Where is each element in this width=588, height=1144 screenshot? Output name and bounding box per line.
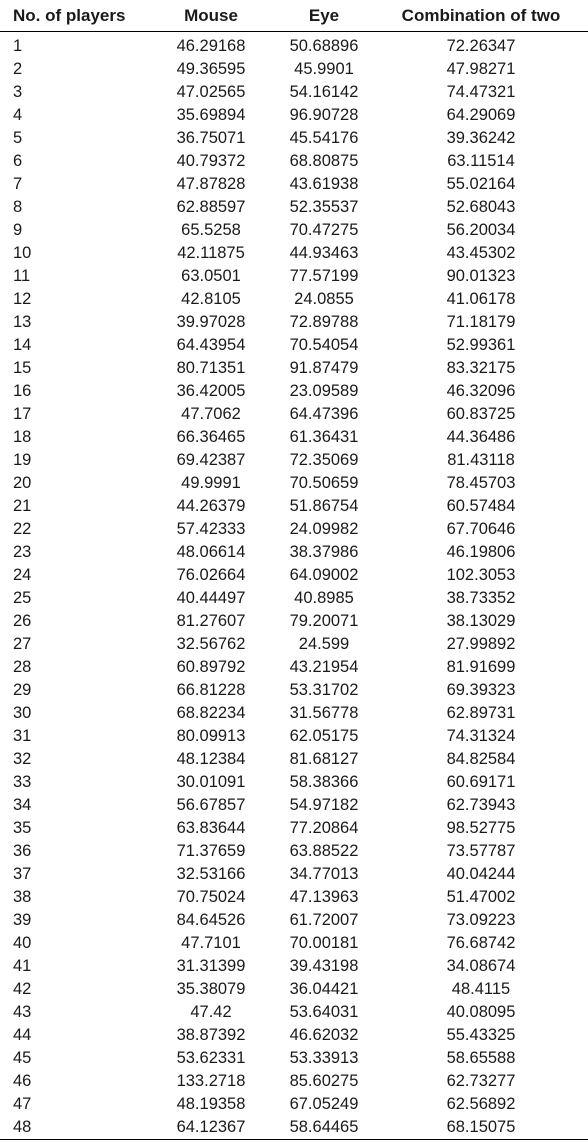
cell-combination: 63.11514 <box>447 152 515 170</box>
table-row <box>0 1093 588 1116</box>
table-row <box>0 196 588 219</box>
cell-combination: 47.98271 <box>446 60 516 78</box>
cell-eye: 96.90728 <box>289 106 359 124</box>
cell-player-no: 37 <box>13 865 32 883</box>
cell-player-no: 48 <box>0 1116 148 1140</box>
cell-mouse: 39.97028 <box>176 313 246 331</box>
cell-eye: 52.35537 <box>289 198 359 216</box>
cell-combination: 39.36242 <box>446 129 516 147</box>
cell-combination: 98.52775 <box>446 819 516 837</box>
cell-combination: 52.68043 <box>446 198 516 216</box>
cell-mouse: 64.12367 <box>148 1116 274 1140</box>
table-row <box>0 265 588 288</box>
cell-eye: 68.80875 <box>289 152 359 170</box>
table-row <box>0 955 588 978</box>
cell-mouse: 38.87392 <box>176 1026 246 1044</box>
cell-combination: 48.4115 <box>451 980 511 998</box>
cell-player-no: 27 <box>13 635 32 653</box>
cell-player-no: 19 <box>13 451 32 469</box>
table-row <box>0 380 588 403</box>
cell-player-no: 30 <box>13 704 32 722</box>
cell-mouse: 32.56762 <box>176 635 246 653</box>
cell-player-no: 45 <box>13 1049 32 1067</box>
cell-eye: 46.62032 <box>289 1026 359 1044</box>
cell-mouse: 46.29168 <box>176 37 246 55</box>
cell-eye: 44.93463 <box>289 244 359 262</box>
table-row <box>0 886 588 909</box>
cell-player-no: 16 <box>13 382 32 400</box>
cell-eye: 61.72007 <box>289 911 359 929</box>
cell-combination: 76.68742 <box>446 934 516 952</box>
cell-player-no: 38 <box>13 888 32 906</box>
cell-mouse: 42.11875 <box>177 244 245 262</box>
cell-combination: 27.99892 <box>446 635 516 653</box>
cell-mouse: 56.67857 <box>176 796 246 814</box>
cell-mouse: 49.36595 <box>176 60 246 78</box>
cell-player-no: 4 <box>13 106 23 124</box>
cell-eye: 77.20864 <box>289 819 359 837</box>
cell-combination: 74.31324 <box>446 727 516 745</box>
table-row <box>0 32 588 59</box>
cell-player-no: 29 <box>13 681 32 699</box>
cell-eye: 58.64465 <box>274 1116 374 1140</box>
table-row <box>0 150 588 173</box>
cell-player-no: 3 <box>13 83 23 101</box>
table-row <box>0 863 588 886</box>
cell-eye: 72.35069 <box>289 451 359 469</box>
table-row <box>0 1047 588 1070</box>
cell-player-no: 10 <box>13 244 32 262</box>
cell-player-no: 17 <box>13 405 32 423</box>
cell-player-no: 5 <box>13 129 23 147</box>
table-row <box>0 932 588 955</box>
cell-combination: 102.3053 <box>446 566 516 584</box>
cell-combination: 62.73943 <box>446 796 516 814</box>
cell-player-no: 22 <box>13 520 32 538</box>
cell-player-no: 44 <box>13 1026 32 1044</box>
cell-eye: 47.13963 <box>289 888 359 906</box>
cell-player-no: 36 <box>13 842 32 860</box>
header-row <box>0 0 588 32</box>
table-row <box>0 334 588 357</box>
cell-combination: 68.15075 <box>374 1116 588 1140</box>
cell-combination: 62.56892 <box>446 1095 516 1113</box>
cell-eye: 58.38366 <box>289 773 359 791</box>
cell-eye: 38.37986 <box>289 543 359 561</box>
cell-mouse: 71.37659 <box>176 842 246 860</box>
cell-combination: 62.89731 <box>446 704 516 722</box>
cell-mouse: 47.7101 <box>181 934 241 952</box>
cell-combination: 72.26347 <box>446 37 516 55</box>
cell-combination: 52.99361 <box>446 336 516 354</box>
table-body <box>0 32 588 1140</box>
table-row <box>0 357 588 380</box>
cell-combination: 34.08674 <box>446 957 516 975</box>
cell-player-no: 39 <box>13 911 32 929</box>
cell-eye: 61.36431 <box>289 428 359 446</box>
cell-eye: 23.09589 <box>289 382 359 400</box>
cell-combination: 60.57484 <box>446 497 516 515</box>
table-row <box>0 449 588 472</box>
cell-player-no: 26 <box>13 612 32 630</box>
cell-eye: 45.9901 <box>294 60 354 78</box>
cell-combination: 58.65588 <box>446 1049 516 1067</box>
cell-player-no: 40 <box>13 934 32 952</box>
cell-player-no: 46 <box>13 1072 32 1090</box>
cell-eye: 24.599 <box>298 635 350 653</box>
cell-eye: 34.77013 <box>289 865 359 883</box>
cell-eye: 64.09002 <box>289 566 359 584</box>
cell-eye: 54.97182 <box>289 796 359 814</box>
table-row <box>0 311 588 334</box>
cell-combination: 38.73352 <box>446 589 516 607</box>
table-row <box>0 587 588 610</box>
cell-eye: 24.0855 <box>294 290 354 308</box>
cell-eye: 91.87479 <box>289 359 359 377</box>
cell-player-no: 11 <box>13 267 31 285</box>
cell-combination: 81.43118 <box>447 451 515 469</box>
cell-mouse: 40.44497 <box>176 589 246 607</box>
cell-player-no: 34 <box>13 796 32 814</box>
cell-player-no: 21 <box>13 497 32 515</box>
table-row <box>0 909 588 932</box>
cell-combination: 67.70646 <box>446 520 516 538</box>
table-row <box>0 1001 588 1024</box>
table-row <box>0 679 588 702</box>
cell-combination: 84.82584 <box>446 750 516 768</box>
cell-eye: 40.8985 <box>294 589 354 607</box>
header-mouse: Mouse <box>148 0 274 32</box>
cell-player-no: 32 <box>13 750 32 768</box>
cell-player-no: 31 <box>13 727 32 745</box>
cell-mouse: 31.31399 <box>176 957 246 975</box>
cell-combination: 64.29069 <box>446 106 516 124</box>
cell-mouse: 80.71351 <box>176 359 246 377</box>
table-row <box>0 495 588 518</box>
cell-mouse: 84.64526 <box>176 911 246 929</box>
cell-eye: 79.20071 <box>289 612 359 630</box>
cell-player-no: 1 <box>13 37 23 55</box>
cell-player-no: 7 <box>13 175 23 193</box>
cell-mouse: 66.81228 <box>176 681 246 699</box>
cell-mouse: 48.19358 <box>176 1095 246 1113</box>
table-row <box>0 127 588 150</box>
cell-combination: 83.32175 <box>446 359 516 377</box>
cell-eye: 70.50659 <box>289 474 359 492</box>
cell-player-no: 13 <box>13 313 32 331</box>
cell-mouse: 47.42 <box>190 1003 232 1021</box>
cell-eye: 53.33913 <box>289 1049 359 1067</box>
cell-combination: 46.19806 <box>446 543 516 561</box>
cell-player-no: 47 <box>13 1095 32 1113</box>
table-row <box>0 518 588 541</box>
cell-combination: 71.18179 <box>446 313 516 331</box>
header-combination: Combination of two <box>374 0 588 32</box>
cell-mouse: 68.82234 <box>176 704 246 722</box>
table-row <box>0 58 588 81</box>
cell-combination: 46.32096 <box>446 382 516 400</box>
cell-mouse: 35.69894 <box>176 106 246 124</box>
cell-mouse: 49.9991 <box>181 474 241 492</box>
cell-eye: 31.56778 <box>289 704 359 722</box>
table-row <box>0 748 588 771</box>
cell-player-no: 15 <box>13 359 32 377</box>
cell-eye: 24.09982 <box>289 520 359 538</box>
table-row <box>0 725 588 748</box>
cell-mouse: 40.79372 <box>176 152 246 170</box>
cell-player-no: 9 <box>13 221 23 239</box>
cell-eye: 62.05175 <box>289 727 359 745</box>
cell-mouse: 81.27607 <box>176 612 246 630</box>
cell-combination: 81.91699 <box>446 658 516 676</box>
table-row <box>0 794 588 817</box>
cell-mouse: 47.7062 <box>181 405 241 423</box>
cell-combination: 51.47002 <box>446 888 516 906</box>
cell-eye: 45.54176 <box>289 129 359 147</box>
table-row <box>0 564 588 587</box>
cell-player-no: 35 <box>13 819 32 837</box>
table-row <box>0 403 588 426</box>
cell-eye: 53.31702 <box>289 681 359 699</box>
table-row <box>0 1116 588 1140</box>
table-row <box>0 978 588 1001</box>
table-header <box>0 0 588 32</box>
cell-player-no: 25 <box>13 589 32 607</box>
table-row <box>0 472 588 495</box>
cell-combination: 73.09223 <box>446 911 516 929</box>
cell-eye: 77.57199 <box>289 267 359 285</box>
cell-eye: 43.61938 <box>289 175 359 193</box>
table-row <box>0 840 588 863</box>
cell-mouse: 62.88597 <box>176 198 246 216</box>
cell-player-no: 18 <box>13 428 32 446</box>
cell-eye: 85.60275 <box>289 1072 359 1090</box>
cell-mouse: 32.53166 <box>176 865 246 883</box>
cell-combination: 90.01323 <box>446 267 516 285</box>
cell-combination: 38.13029 <box>446 612 516 630</box>
cell-combination: 40.08095 <box>446 1003 516 1021</box>
cell-combination: 43.45302 <box>446 244 516 262</box>
cell-player-no: 20 <box>13 474 32 492</box>
table-row <box>0 219 588 242</box>
table-row <box>0 1024 588 1047</box>
cell-mouse: 76.02664 <box>176 566 246 584</box>
cell-eye: 63.88522 <box>289 842 359 860</box>
table-row <box>0 610 588 633</box>
cell-combination: 73.57787 <box>446 842 516 860</box>
table-row <box>0 288 588 311</box>
table-row <box>0 633 588 656</box>
cell-mouse: 48.06614 <box>176 543 246 561</box>
cell-mouse: 63.0501 <box>181 267 241 285</box>
cell-mouse: 30.01091 <box>176 773 246 791</box>
cell-player-no: 28 <box>13 658 32 676</box>
cell-mouse: 42.8105 <box>181 290 241 308</box>
table-row <box>0 817 588 840</box>
cell-eye: 70.47275 <box>289 221 359 239</box>
cell-eye: 72.89788 <box>289 313 359 331</box>
cell-mouse: 63.83644 <box>176 819 246 837</box>
cell-combination: 60.83725 <box>446 405 516 423</box>
cell-combination: 60.69171 <box>446 773 516 791</box>
cell-eye: 70.54054 <box>289 336 359 354</box>
cell-mouse: 36.42005 <box>176 382 246 400</box>
cell-mouse: 47.02565 <box>176 83 246 101</box>
table-row <box>0 104 588 127</box>
cell-mouse: 35.38079 <box>176 980 246 998</box>
table-row <box>0 81 588 104</box>
cell-combination: 55.43325 <box>446 1026 516 1044</box>
table-row <box>0 541 588 564</box>
table-row <box>0 702 588 725</box>
table-row <box>0 1070 588 1093</box>
cell-player-no: 41 <box>13 957 32 975</box>
cell-player-no: 8 <box>13 198 23 216</box>
cell-player-no: 43 <box>13 1003 32 1021</box>
cell-combination: 40.04244 <box>446 865 516 883</box>
cell-player-no: 14 <box>13 336 32 354</box>
table-row <box>0 426 588 449</box>
cell-combination: 62.73277 <box>446 1072 516 1090</box>
cell-combination: 41.06178 <box>446 290 516 308</box>
cell-eye: 70.00181 <box>289 934 359 952</box>
cell-mouse: 57.42333 <box>176 520 246 538</box>
cell-eye: 39.43198 <box>289 957 359 975</box>
cell-eye: 81.68127 <box>289 750 359 768</box>
cell-eye: 67.05249 <box>289 1095 359 1113</box>
table-row <box>0 173 588 196</box>
cell-eye: 43.21954 <box>289 658 359 676</box>
header-eye: Eye <box>274 0 374 32</box>
cell-mouse: 53.62331 <box>176 1049 246 1067</box>
cell-combination: 74.47321 <box>446 83 516 101</box>
cell-player-no: 12 <box>13 290 32 308</box>
cell-eye: 64.47396 <box>289 405 359 423</box>
cell-mouse: 133.2718 <box>176 1072 246 1090</box>
cell-player-no: 23 <box>13 543 32 561</box>
cell-player-no: 24 <box>13 566 32 584</box>
table-row <box>0 656 588 679</box>
cell-eye: 51.86754 <box>289 497 359 515</box>
cell-mouse: 47.87828 <box>176 175 246 193</box>
cell-eye: 36.04421 <box>289 980 359 998</box>
cell-combination: 56.20034 <box>446 221 516 239</box>
cell-player-no: 2 <box>13 60 23 78</box>
cell-mouse: 60.89792 <box>176 658 246 676</box>
cell-combination: 78.45703 <box>446 474 516 492</box>
cell-mouse: 44.26379 <box>176 497 246 515</box>
cell-combination: 55.02164 <box>446 175 516 193</box>
cell-player-no: 6 <box>13 152 23 170</box>
cell-eye: 53.64031 <box>289 1003 359 1021</box>
cell-eye: 54.16142 <box>289 83 359 101</box>
cell-player-no: 42 <box>13 980 32 998</box>
cell-mouse: 69.42387 <box>176 451 246 469</box>
cell-combination: 44.36486 <box>446 428 516 446</box>
header-players: No. of players <box>0 0 148 32</box>
table-row <box>0 771 588 794</box>
cell-mouse: 64.43954 <box>176 336 246 354</box>
cell-eye: 50.68896 <box>289 37 359 55</box>
cell-mouse: 36.75071 <box>176 129 246 147</box>
cell-combination: 69.39323 <box>446 681 516 699</box>
cell-mouse: 48.12384 <box>176 750 246 768</box>
cell-mouse: 65.5258 <box>181 221 241 239</box>
cell-mouse: 66.36465 <box>176 428 246 446</box>
cell-mouse: 70.75024 <box>176 888 246 906</box>
cell-player-no: 33 <box>13 773 32 791</box>
table-row <box>0 242 588 265</box>
cell-mouse: 80.09913 <box>176 727 246 745</box>
